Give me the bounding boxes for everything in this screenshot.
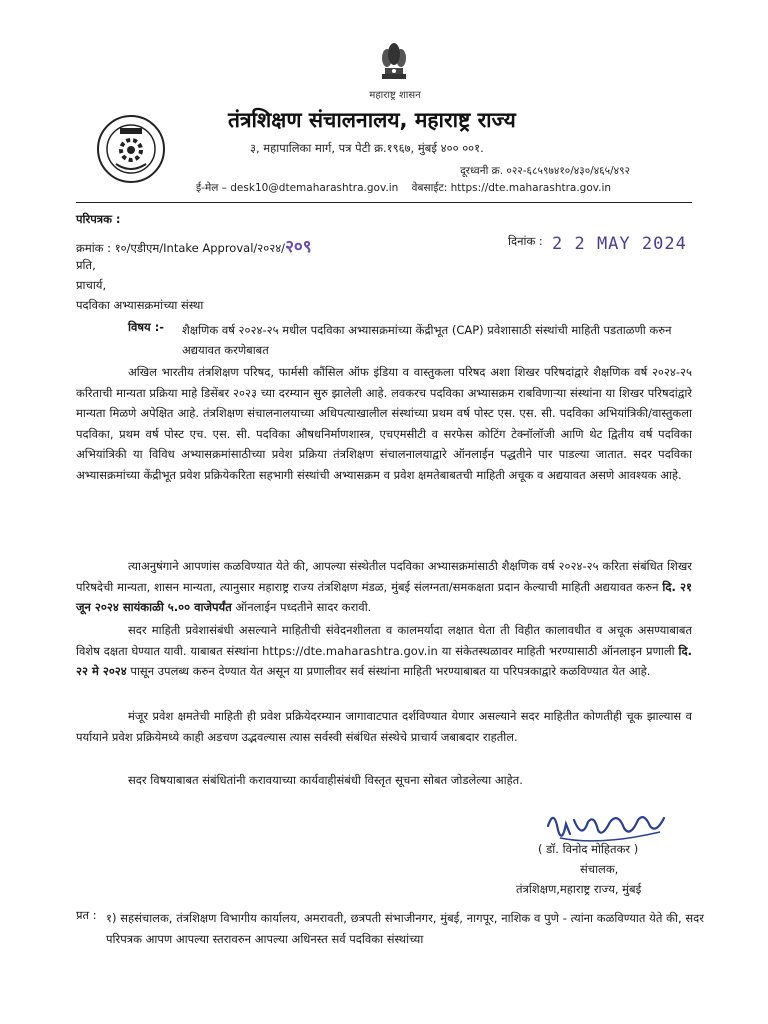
state-emblem-icon <box>376 40 412 84</box>
signatory-designation: संचालक, <box>580 862 619 876</box>
paragraph-2: त्याअनुषंगाने आपणांस कळविण्यात येते की, आपल्या संस्थेतील पदविका अभ्यासक्रमांसाठी शैक्षणिक वर्ष २०२४-२५ करिता संबंधित शिखर परिषदेची मान्यता, शासन मान्यता, त्यानुसार महाराष्ट्र राज्य तंत्रशिक्षण मंडळ, मुंबई संलग्नता/समकक्षता प्रदान केल्याची माहिती अद्ययावत करुन दि. २१ जून २०२४ सायंकाळी ५.०० वाजेपर्यंत ऑनलाईन पध्दतीने सादर करावी. <box>76 559 692 614</box>
phone-numbers: दूरध्वनी क्र. ०२२-६८५९७४१०/४३०/४६५/४९२ <box>460 165 630 177</box>
government-label: महाराष्ट्र शासन <box>369 90 421 101</box>
reference-number <box>76 234 312 257</box>
date-label: दिनांक : <box>508 234 543 248</box>
organization-title: तंत्रशिक्षण संचालनालय, महाराष्ट्र राज्य <box>228 108 516 132</box>
email-address: ई-मेल – desk10@dtemaharashtra.gov.in <box>196 182 399 194</box>
signatory-organization: तंत्रशिक्षण,महाराष्ट्र राज्य, मुंबई <box>516 882 642 896</box>
copy-recipients: १) सहसंचालक, तंत्रशिक्षण विभागीय कार्यालय, अमरावती, छत्रपती संभाजीनगर, मुंबई, नागपूर, नाशिक व पुणे - त्यांना कळविण्यात येते की, सदर परिपत्रक आपण आपल्या स्तरावरुन आपल्या अधिनस्त सर्व पदविका संस्थांच्या <box>106 911 704 946</box>
recipient-institutes: पदविका अभ्यासक्रमांच्या संस्था <box>76 298 204 312</box>
office-address: ३, महापालिका मार्ग, पत्र पेटी क्र.१९६७, मुंबई ४०० ००१. <box>250 141 484 155</box>
department-logo-icon <box>96 114 166 184</box>
paragraph-4: मंजूर प्रवेश क्षमतेची माहिती ही प्रवेश प्रक्रियेदरम्यान जागावाटपात दर्शविण्यात येणार असल्याने सदर माहितीत कोणतीही चूक झाल्यास व पर्यायाने प्रवेश प्रक्रियेमध्ये काही अडचण उद्भवल्यास त्यास सर्वस्वी संबंधित संस्थेचे प्राचार्य जबाबदार राहतील. <box>76 709 692 744</box>
paragraph-5: सदर विषयाबाबत संबंधितांनी करावयाच्या कार्यवाहीसंबंधी विस्तृत सूचना सोबत जोडलेल्या आहेत. <box>128 773 523 787</box>
paragraph-3: सदर माहिती प्रवेशासंबंधी असल्याने माहितीची संवेदनशीलता व कालमर्यादा लक्षात घेता ती विहीत कालावधीत व अचूक असण्याबाबत विशेष दक्षता घेण्यात यावी. याबाबत संस्थांना https://dte.maharashtra.gov.in या संकेतस्थळावर माहिती भरण्यासाठी ऑनलाइन प्रणाली दि. २२ मे २०२४ पासून उपलब्ध करुन देण्यात येत असून या प्रणालीवर सर्व संस्थांना माहिती भरण्याबाबत या परिपत्रकाद्वारे कळविण्यात येत आहे. <box>76 623 692 678</box>
deadline-date: दि. २१ जून २०२४ सायंकाळी ५.०० वाजेपर्यंत <box>76 579 692 614</box>
signatory-name: ( डॉ. विनोद मोहितकर ) <box>538 842 639 856</box>
copy-label: प्रत : <box>76 908 97 922</box>
subject-label: विषय :- <box>128 320 165 334</box>
date-stamp: 2 2 MAY 2024 <box>552 234 687 254</box>
header-divider <box>76 202 692 203</box>
recipient-principal: प्राचार्य, <box>76 278 107 292</box>
salutation-to: प्रति, <box>76 258 96 272</box>
start-date: दि. २२ मे २०२४ <box>76 643 692 678</box>
subject-text: शैक्षणिक वर्ष २०२४-२५ मधील पदविका अभ्यासक्रमांच्या केंद्रीभूत (CAP) प्रवेशासाठी संस्थांची माहिती पडताळणी करुन अद्ययावत करणेबाबत <box>182 323 672 357</box>
contact-line <box>196 181 656 195</box>
circular-label: परिपत्रक : <box>76 212 121 226</box>
reference-prefix: क्रमांक : १०/एडीएम/Intake Approval/२०२४/ <box>76 241 286 255</box>
handwritten-reference: २०९ <box>285 237 312 257</box>
website-address: वेबसाईट: https://dte.maharashtra.gov.in <box>411 182 612 194</box>
paragraph-1: अखिल भारतीय तंत्रशिक्षण परिषद, फार्मसी कौंसिल ऑफ इंडिया व वास्तुकला परिषद अशा शिखर परिषदांद्वारे शैक्षणिक वर्ष २०२४-२५ करिताची मान्यता प्रक्रिया माहे डिसेंबर २०२३ च्या दरम्यान सुरु झालेली आहे. लवकरच पदविका अभ्यासक्रम राबविणाऱ्या संस्थांना या शिखर परिषदांद्वारे मान्यता मिळणे अपेक्षित आहे. तंत्रशिक्षण संचालनालयाच्या अधिपत्याखालील संस्थांच्या प्रथम वर्ष पोस्ट एस. एस. सी. पदविका अभियांत्रिकी/वास्तुकला पदविका, प्रथम वर्ष पोस्ट एच. एस. सी. पदविका औषधनिर्माणशास्त्र, एचएमसीटी व सरफेस कोटिंग टेक्नॉलॉजी आणि थेट द्वितीय वर्ष पदविका अभियांत्रिकी या विविध अभ्यासक्रमांसाठीच्या प्रवेश प्रक्रिया तंत्रशिक्षण संचालनालयाद्वारे ऑनलाईन पद्धतीने पार पाडल्या जातात. सदर पदविका अभ्यासक्रमांच्या केंद्रीभूत प्रवेश प्रक्रियेकरिता सहभागी संस्थांची अभ्यासक्रम व प्रवेश क्षमतेबाबतची माहिती अचूक व अद्ययावत असणे आवश्यक आहे. <box>76 365 692 482</box>
